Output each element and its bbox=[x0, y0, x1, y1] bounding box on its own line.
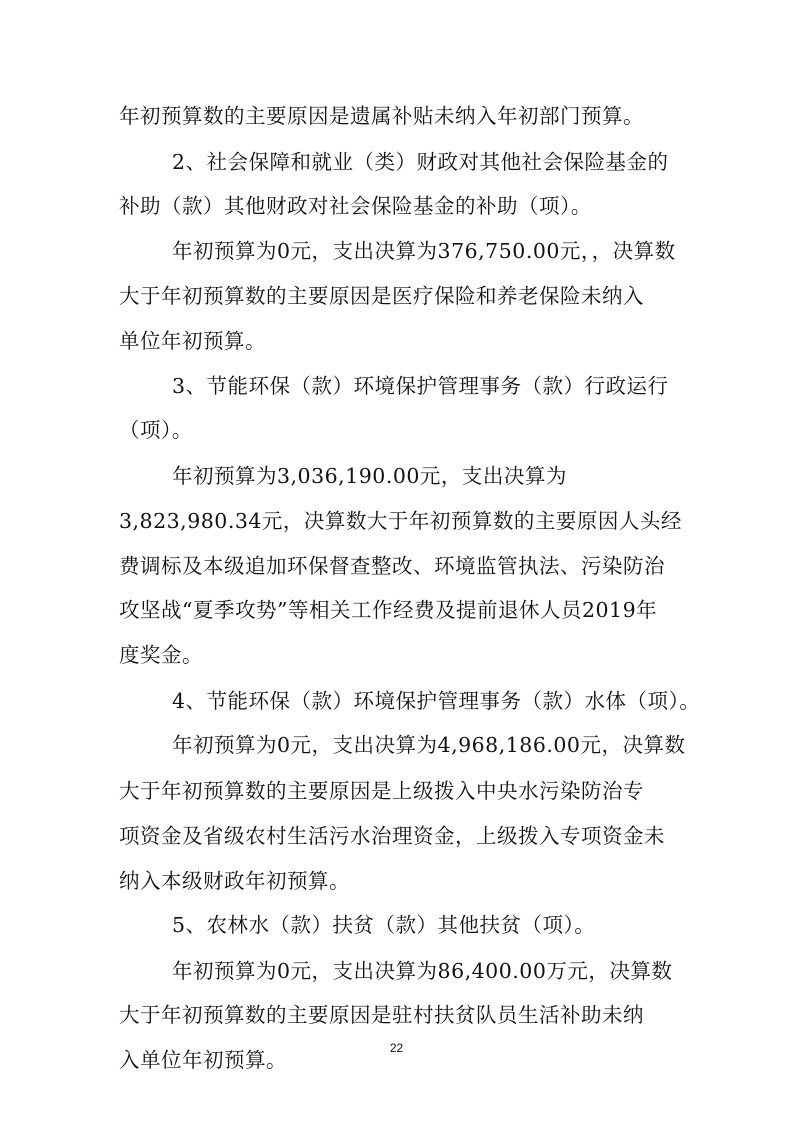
text-line: （项）。 bbox=[119, 418, 193, 442]
text-line: 5、农林水（款）扶贫（款）其他扶贫（项）。 bbox=[172, 913, 596, 937]
text-line: 3,823,980.34元，决算数大于年初预算数的主要原因人头经 bbox=[119, 509, 682, 533]
page-number: 22 bbox=[389, 1041, 404, 1055]
text-line: 年初预算数的主要原因是遗属补贴未纳入年初部门预算。 bbox=[119, 104, 644, 128]
text-line: 大于年初预算数的主要原因是上级拨入中央水污染防治专 bbox=[119, 779, 644, 803]
text-line: 纳入本级财政年初预算。 bbox=[119, 869, 350, 893]
text-line: 费调标及本级追加环保督查整改、环境监管执法、污染防治 bbox=[119, 554, 665, 578]
text-line: 年初预算为0元，支出决算为376,750.00元，，决算数 bbox=[172, 239, 676, 263]
text-line: 年初预算为0元，支出决算为4,968,186.00元，决算数 bbox=[172, 733, 686, 757]
text-line: 攻坚战“夏季攻势”等相关工作经费及提前退休人员2019年 bbox=[119, 598, 658, 622]
text-line: 项资金及省级农村生活污水治理资金，上级拨入专项资金未 bbox=[119, 824, 665, 848]
text-line: 3、节能环保（款）环境保护管理事务（款）行政运行 bbox=[172, 374, 669, 398]
text-line: 补助（款）其他财政对社会保险基金的补助（项）。 bbox=[119, 194, 592, 218]
text-line: 年初预算为3,036,190.00元，支出决算为 bbox=[172, 464, 567, 488]
text-line: 大于年初预算数的主要原因是驻村扶贫队员生活补助未纳 bbox=[119, 1003, 644, 1027]
text-line: 2、社会保障和就业（类）财政对其他社会保险基金的 bbox=[172, 150, 669, 174]
text-line: 度奖金。 bbox=[119, 643, 203, 667]
text-line: 年初预算为0元，支出决算为86,400.00万元，决算数 bbox=[172, 959, 673, 983]
text-line: 4、节能环保（款）环境保护管理事务（款）水体（项）。 bbox=[172, 689, 701, 713]
text-line: 入单位年初预算。 bbox=[119, 1048, 287, 1072]
text-line: 大于年初预算数的主要原因是医疗保险和养老保险未纳入 bbox=[119, 284, 644, 308]
text-line: 单位年初预算。 bbox=[119, 329, 266, 353]
